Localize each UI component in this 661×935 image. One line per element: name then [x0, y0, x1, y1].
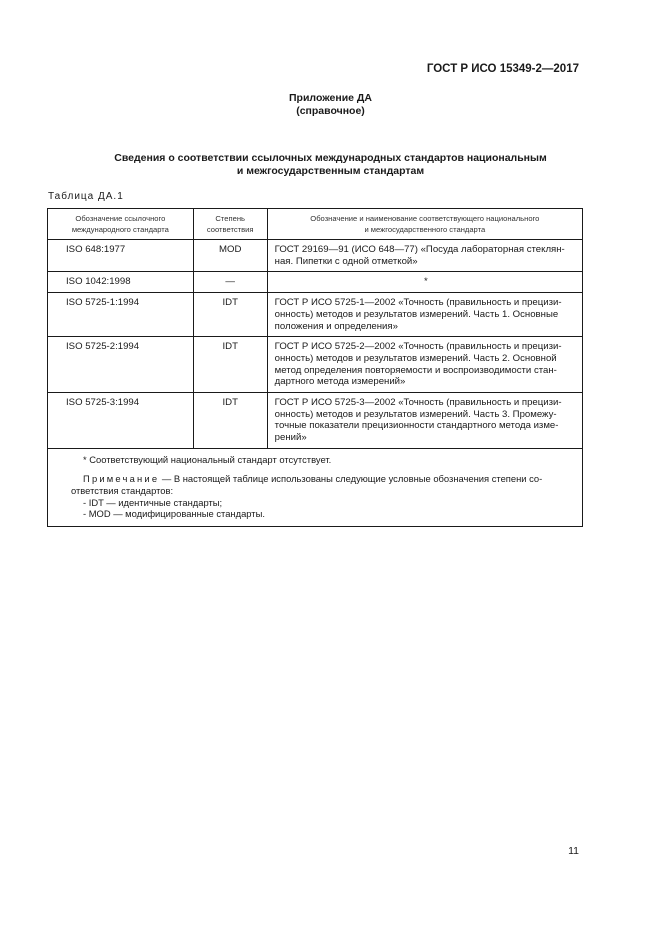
footnote: * Соответствующий национальный стандарт отсутствует.: [83, 453, 332, 465]
table-row: [48, 293, 583, 337]
note-idt: - IDT — идентичные стандарты;: [83, 496, 223, 508]
cell-standard: ISO 1042:1998: [48, 272, 194, 293]
cell-line: ГОСТ Р ИСО 5725-2—2002 «Точность (правильность и прецизи-: [274, 341, 562, 353]
cell-national: [267, 240, 582, 272]
section-heading-line: и межгосударственным стандартам: [236, 165, 425, 177]
cell-national: [267, 293, 582, 337]
cell-line: ГОСТ Р ИСО 5725-1—2002 «Точность (правильность и прецизи-: [274, 297, 562, 309]
cell-standard: ISO 5725-1:1994: [48, 293, 194, 337]
page-number: 11: [568, 845, 579, 857]
cell-line: рений»: [274, 432, 307, 444]
cell-line: метод определения повторяемости и воспроизводимости стан-: [274, 364, 557, 376]
column-header-national: [267, 209, 582, 240]
cell-line: ГОСТ Р ИСО 5725-3—2002 «Точность (правильность и прецизи-: [274, 397, 562, 409]
note-label: Примечание: [83, 473, 160, 485]
header-line: Обозначение и наименование соответствующего национального: [310, 214, 540, 223]
section-heading: [0, 152, 661, 178]
table-notes: [48, 448, 583, 526]
cell-line: положения и определения»: [274, 320, 398, 332]
table-footer-row: [48, 448, 583, 526]
cell-line: онность) методов и результатов измерений. Часть 2. Основной: [274, 352, 557, 364]
table-row: [48, 393, 583, 449]
annex-title-block: [0, 92, 661, 118]
header-line: соответствия: [206, 225, 254, 234]
cell-line: онность) методов и результатов измерений. Часть 1. Основные: [274, 308, 559, 320]
cell-line: ГОСТ 29169—91 (ИСО 648—77) «Посуда лабораторная стеклян-: [274, 244, 565, 255]
table-row: [48, 240, 583, 272]
header-line: Степень: [215, 214, 245, 223]
header-line: Обозначение ссылочного: [75, 214, 166, 223]
cell-standard: ISO 5725-2:1994: [48, 337, 194, 393]
note-continuation: ответствия стандартов:: [71, 485, 174, 497]
table-label: Таблица ДА.1: [48, 191, 124, 202]
cell-degree: IDT: [193, 293, 267, 337]
cell-standard: ISO 5725-3:1994: [48, 393, 194, 449]
section-heading-line: Сведения о соответствии ссылочных международных стандартов национальным: [114, 152, 547, 164]
note-text: — В настоящей таблице использованы следующие условные обозначения степени со-: [159, 473, 543, 485]
cell-line: точные показатели прецизионности стандартного метода изме-: [274, 420, 559, 432]
cell-degree: IDT: [193, 393, 267, 449]
cell-national: [267, 337, 582, 393]
header-line: и межгосударственного стандарта: [364, 225, 486, 234]
note: [58, 473, 575, 485]
column-header-standard: [48, 209, 194, 240]
cell-line: *: [423, 276, 428, 288]
table-header-row: [48, 209, 583, 240]
document-code: ГОСТ Р ИСО 15349-2—2017: [426, 63, 579, 75]
cell-national: [267, 272, 582, 293]
cell-standard: ISO 648:1977: [48, 240, 194, 272]
cell-line: онность) методов и результатов измерений. Часть 3. Промежу-: [274, 408, 557, 420]
cell-degree: MOD: [193, 240, 267, 272]
column-header-degree: [193, 209, 267, 240]
header-line: международного стандарта: [71, 225, 169, 234]
table-row: [48, 272, 583, 293]
correspondence-table: [47, 208, 583, 527]
cell-line: ная. Пипетки с одной отметкой»: [274, 255, 418, 267]
cell-degree: IDT: [193, 337, 267, 393]
note-mod: - MOD — модифицированные стандарты.: [83, 508, 265, 520]
cell-line: дартного метода измерений»: [274, 376, 406, 388]
cell-national: [267, 393, 582, 449]
annex-subtitle: (справочное): [296, 105, 365, 117]
annex-title: Приложение ДА: [289, 92, 372, 104]
cell-degree: —: [193, 272, 267, 293]
table-row: [48, 337, 583, 393]
